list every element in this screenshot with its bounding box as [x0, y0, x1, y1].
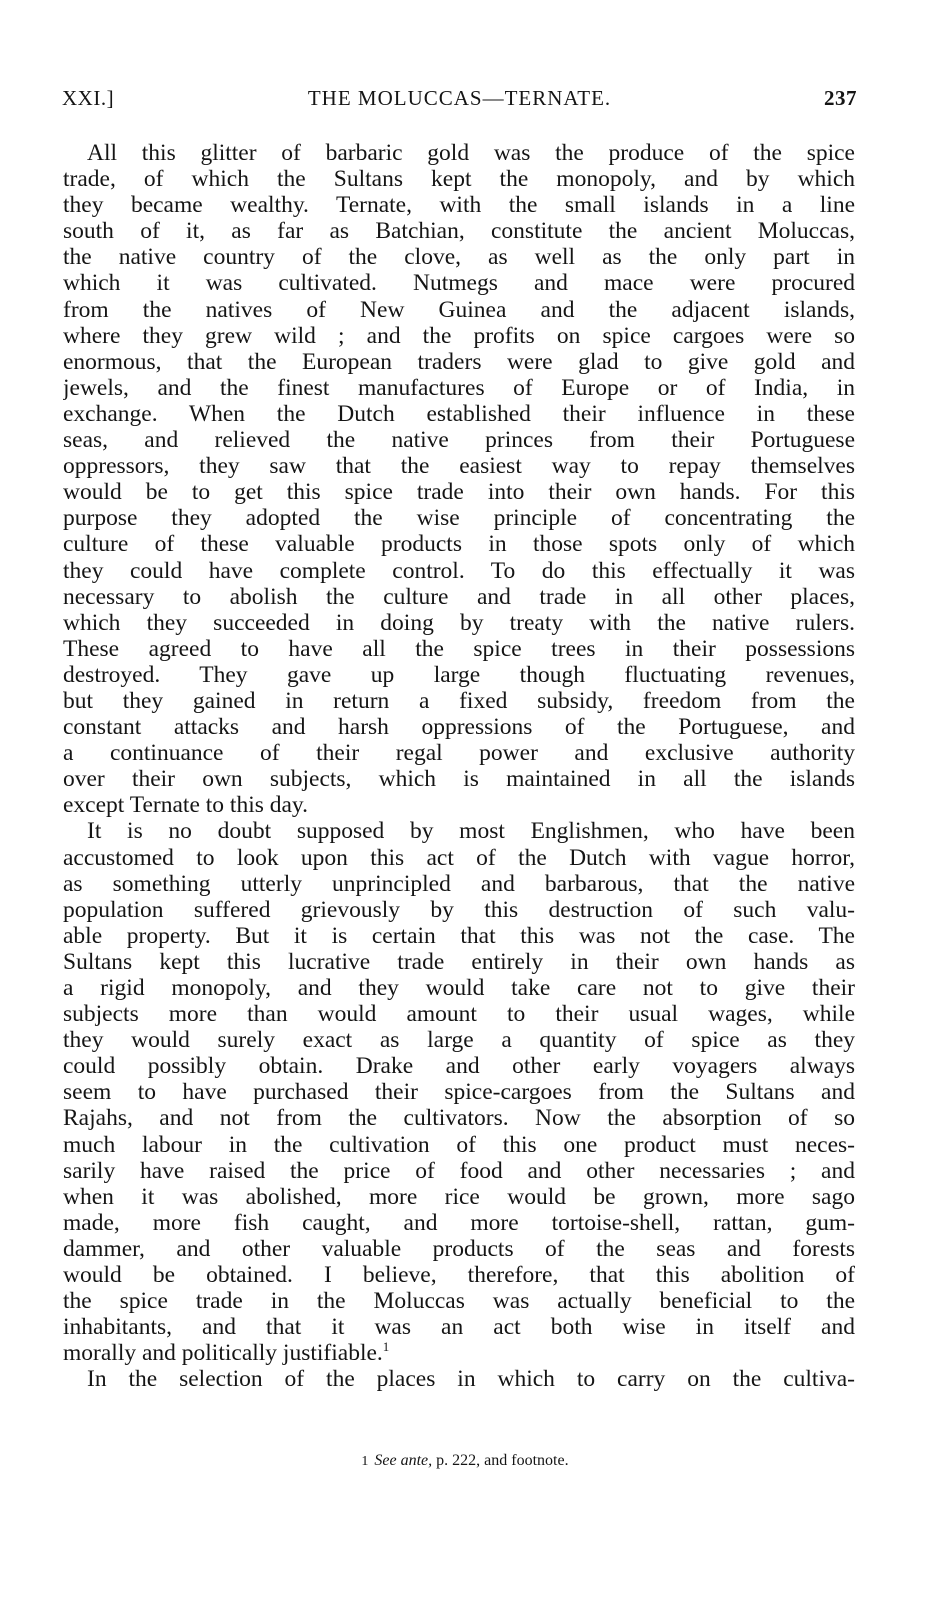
- text-line: when it was abolished, more rice would be grown, more sago: [63, 1183, 855, 1210]
- footnote-text: p. 222, and footnote.: [436, 1452, 569, 1469]
- text-line: much labour in the cultivation of this one product must neces-: [63, 1131, 855, 1158]
- text-line: as something utterly unprincipled and barbarous, that the native: [63, 870, 855, 897]
- text-line: over their own subjects, which is maintained in all the islands: [63, 766, 855, 793]
- text-line: they would surely exact as large a quantity of spice as they: [63, 1027, 855, 1054]
- text-line: they could have complete control. To do this effectually it was: [63, 557, 855, 584]
- footnote-italic: See ante,: [374, 1452, 433, 1469]
- text-line: exchange. When the Dutch established their influence in these: [63, 400, 855, 427]
- text-line: accustomed to look upon this act of the Dutch with vague horror,: [63, 844, 855, 871]
- text-line: except Ternate to this day.: [63, 792, 309, 819]
- text-line: the spice trade in the Moluccas was actually beneficial to the: [63, 1288, 855, 1315]
- text-line: inhabitants, and that it was an act both wise in itself and: [63, 1314, 855, 1341]
- text-line: a rigid monopoly, and they would take care not to give their: [63, 975, 855, 1001]
- text-line: trade, of which the Sultans kept the monopoly, and by which: [63, 166, 855, 193]
- text-line: It is no doubt supposed by most Englishmen, who have been: [87, 818, 855, 845]
- text-line: which it was cultivated. Nutmegs and mace were procured: [63, 270, 855, 297]
- text-line: south of it, as far as Batchian, constitute the ancient Moluccas,: [63, 218, 855, 245]
- text-line: population suffered grievously by this destruction of such valu-: [63, 896, 855, 923]
- paragraph: [63, 818, 855, 1366]
- text-line: Sultans kept this lucrative trade entirely in their own hands as: [63, 948, 855, 975]
- paragraph: [63, 1366, 855, 1392]
- footnote-reference: 1: [382, 1340, 390, 1355]
- text-line: a continuance of their regal power and exclusive authority: [63, 740, 855, 767]
- text-line: the native country of the clove, as well as the only part in: [63, 244, 855, 271]
- text-line: seas, and relieved the native princes from their Portuguese: [63, 427, 855, 454]
- text-line: In the selection of the places in which to carry on the cultiva-: [87, 1366, 855, 1393]
- text-line: could possibly obtain. Drake and other early voyagers always: [63, 1053, 855, 1080]
- text-line: dammer, and other valuable products of the seas and forests: [63, 1235, 855, 1262]
- text-line: where they grew wild ; and the profits on spice cargoes were so: [63, 322, 855, 349]
- text-line: would be to get this spice trade into their own hands. For this: [63, 479, 855, 506]
- text-line: subjects more than would amount to their usual wages, while: [63, 1001, 855, 1028]
- text-line: destroyed. They gave up large though fluctuating revenues,: [63, 661, 855, 688]
- text-line: made, more fish caught, and more tortoise-shell, rattan, gum-: [63, 1209, 855, 1236]
- text-line: All this glitter of barbaric gold was the produce of the spice: [87, 140, 855, 166]
- text-line: seem to have purchased their spice-cargoes from the Sultans and: [63, 1079, 855, 1106]
- footnote: [0, 1452, 930, 1470]
- paragraph: [63, 140, 855, 818]
- text-line: Rajahs, and not from the cultivators. Now the absorption of so: [63, 1105, 855, 1132]
- text-line: which they succeeded in doing by treaty with the native rulers.: [63, 609, 855, 636]
- text-line: but they gained in return a fixed subsidy, freedom from the: [63, 687, 855, 714]
- text-line: enormous, that the European traders were glad to give gold and: [63, 348, 855, 375]
- chapter-number: XXI.]: [62, 86, 115, 110]
- text-line: able property. But it is certain that this was not the case. The: [63, 922, 855, 949]
- running-head: [62, 86, 857, 114]
- text-line: constant attacks and harsh oppressions of the Portuguese, and: [63, 714, 855, 741]
- text-line: from the natives of New Guinea and the adjacent islands,: [63, 296, 855, 323]
- text-line: culture of these valuable products in those spots only of which: [63, 531, 855, 558]
- text-line: sarily have raised the price of food and other necessaries ; and: [63, 1157, 855, 1184]
- text-line: jewels, and the finest manufactures of Europe or of India, in: [63, 374, 855, 401]
- text-line: oppressors, they saw that the easiest way to repay themselves: [63, 453, 855, 480]
- body-text: [63, 140, 855, 1393]
- page-number: 237: [824, 86, 857, 110]
- text-line: These agreed to have all the spice trees in their possessions: [63, 635, 855, 662]
- text-line: they became wealthy. Ternate, with the small islands in a line: [63, 192, 855, 219]
- text-line: purpose they adopted the wise principle of concentrating the: [63, 505, 855, 532]
- running-title: THE MOLUCCAS—TERNATE.: [307, 86, 612, 110]
- text-line: morally and politically justifiable.$^1$: [63, 1340, 390, 1367]
- text-line: would be obtained. I believe, therefore, that this abolition of: [63, 1262, 855, 1289]
- footnote-marker: 1: [361, 1454, 369, 1469]
- text-line: necessary to abolish the culture and trade in all other places,: [63, 583, 855, 610]
